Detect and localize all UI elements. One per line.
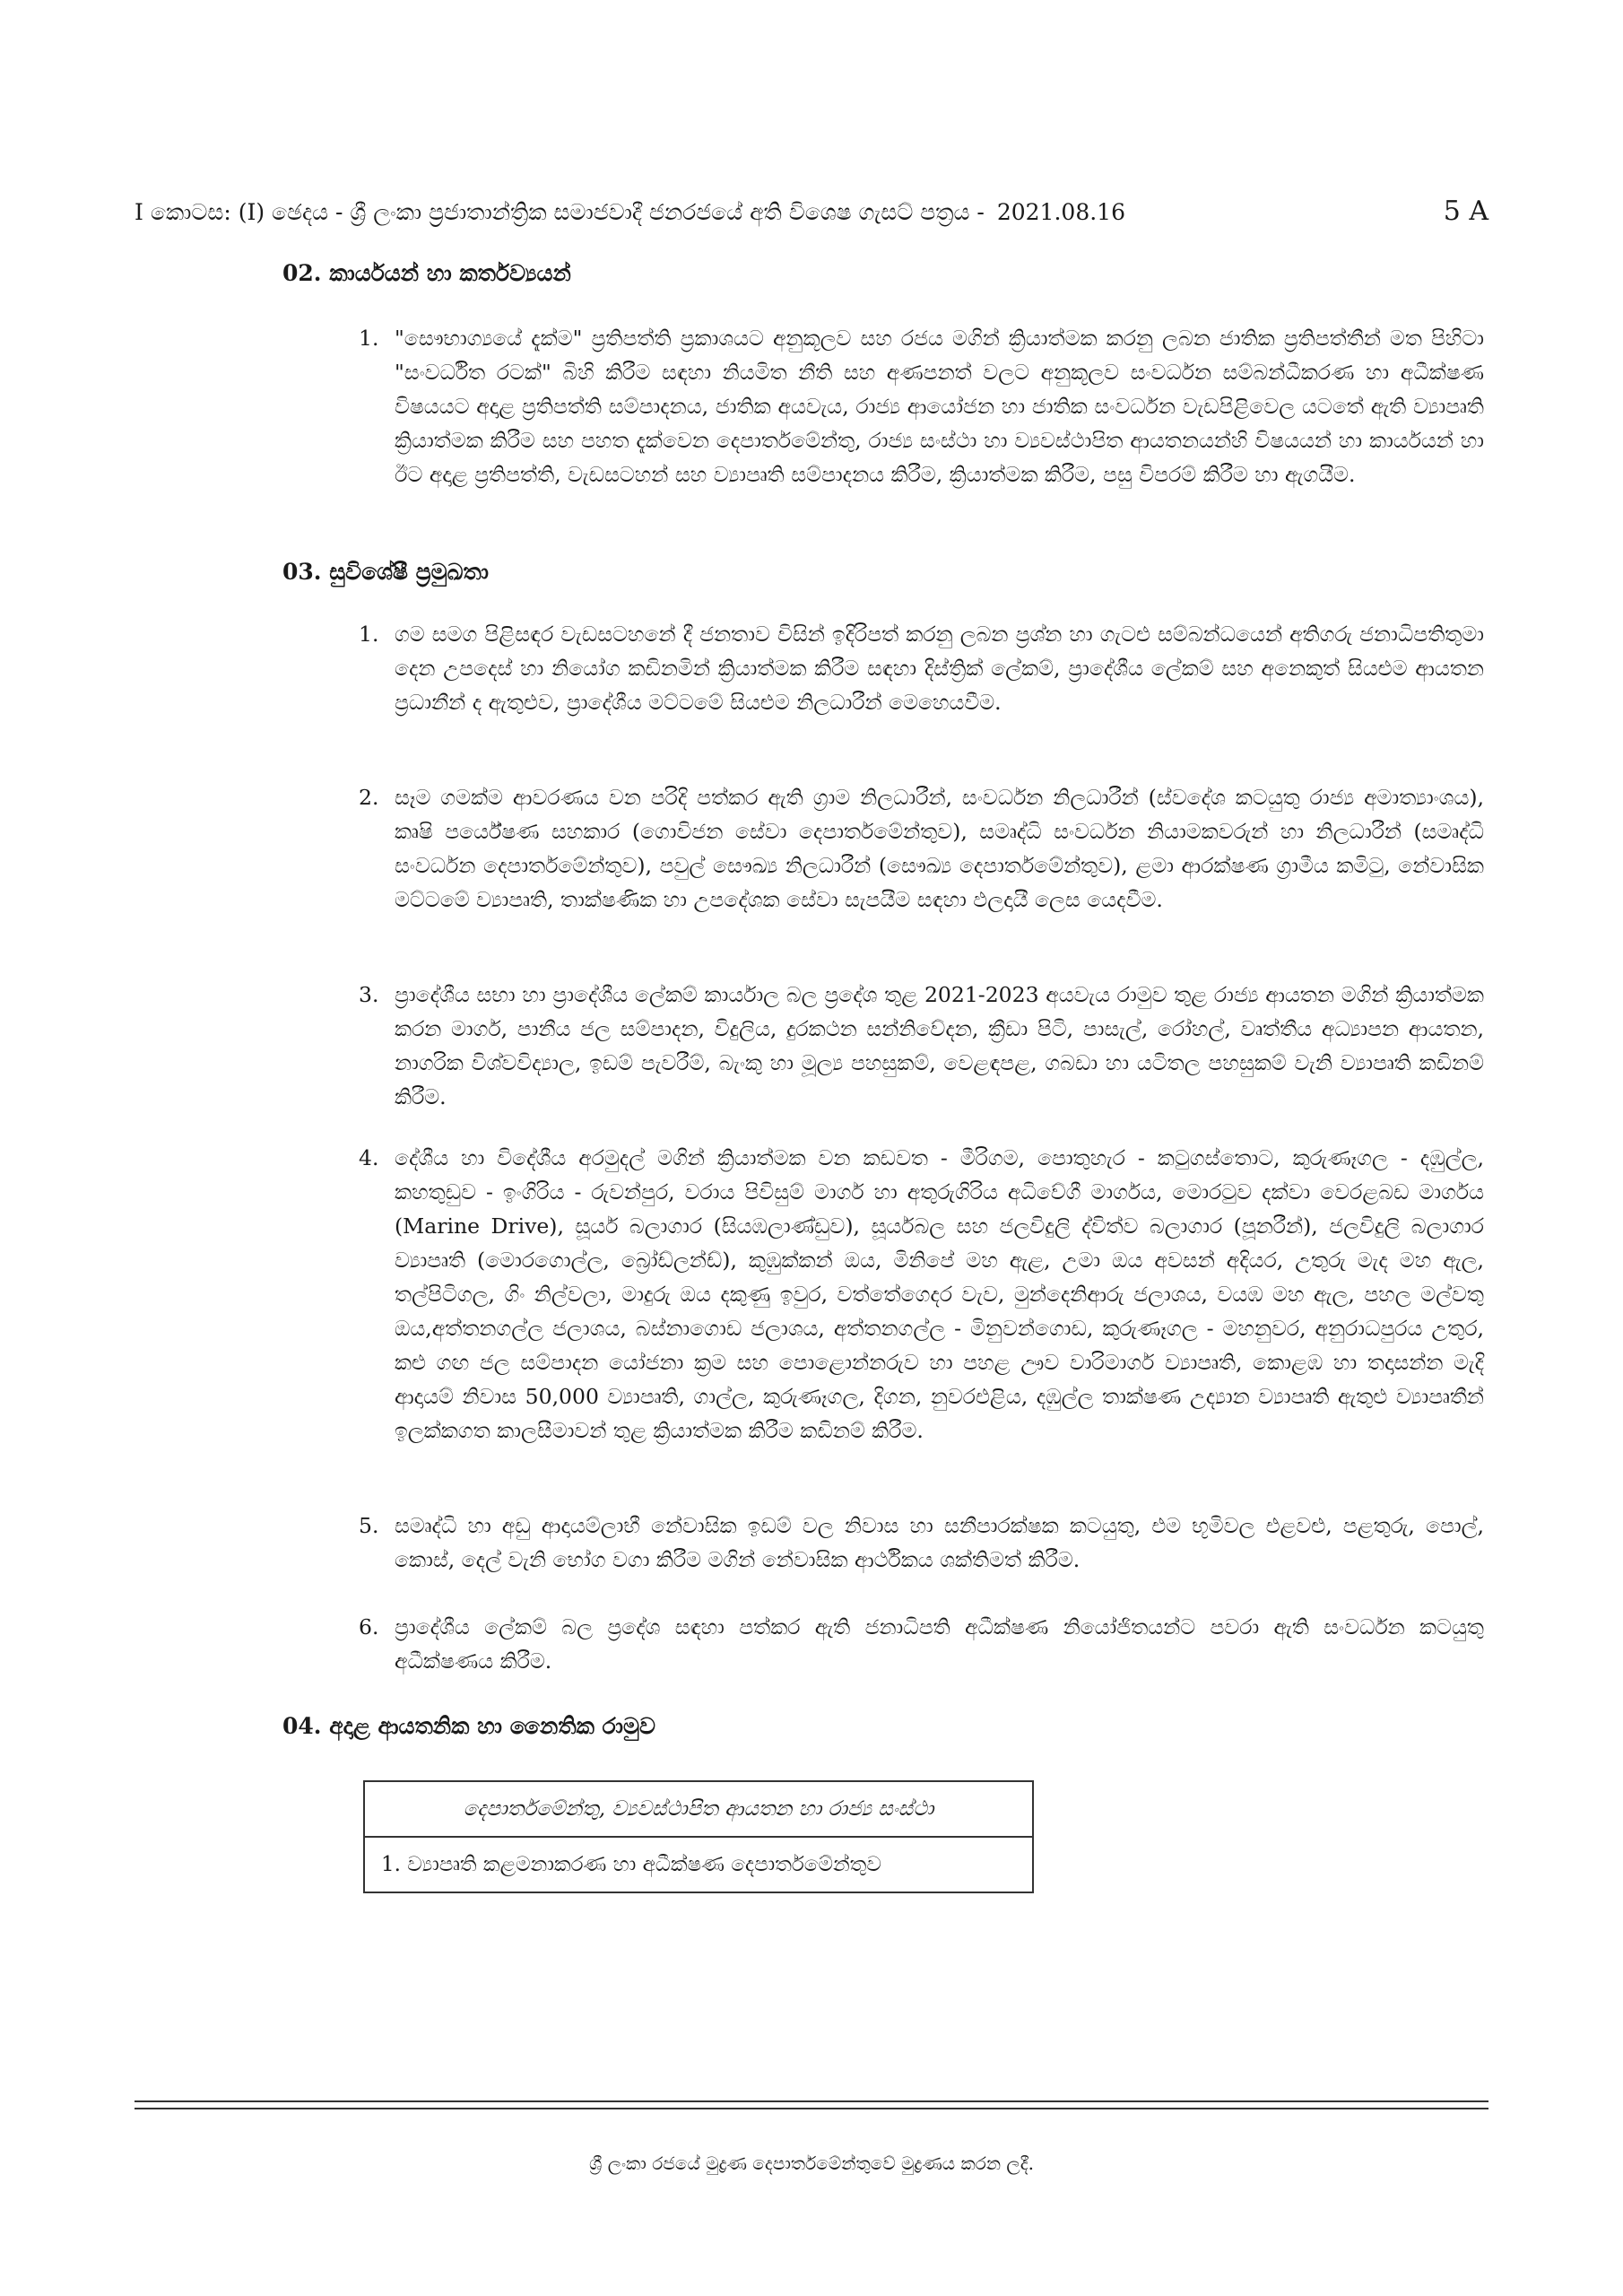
list-item bbox=[359, 1610, 1484, 1678]
footer-rule-bottom bbox=[135, 2108, 1488, 2109]
list-item bbox=[359, 1141, 1484, 1448]
section-heading-02: 02. කාර්යයන් හා කර්තව්‍යයන් bbox=[282, 260, 571, 286]
item-number: 2. bbox=[359, 785, 379, 810]
institutions-table bbox=[363, 1780, 1034, 1893]
gazette-title: I කොටස: (I) ඡෙදය - ශ්‍රී ලංකා ප්‍රජාතාන්ත්‍රික සමාජවාදී ජනරජයේ අති විශෙෂ ගැසට් පත්‍රය - bbox=[135, 199, 985, 225]
list-item bbox=[359, 617, 1484, 719]
item-number: 3. bbox=[359, 982, 379, 1007]
item-text: සෑම ගමක්ම ආවරණය වන පරිදි පත්කර ඇති ග්‍රාම නිලධාරීන්, සංවර්ධන නිලධාරීන් (ස්වදේශ කටයුතු රාජ්‍ය අමාත්‍යාංශය), කෘෂි පර්යේෂණ සහකාර (ගොවිජන සේවා දෙපාර්තමේන්තුව), සමෘද්ධි සංවර්ධන නියාමකවරුන් හා නිලධාරීන් (සමෘද්ධි සංවර්ධන දෙපාර්තමේන්තුව), පවුල් සෞඛ්‍ය නිලධාරීන් (සෞඛ්‍ය දෙපාර්තමේන්තුව), ළමා ආරක්ෂණ ග්‍රාමීය කමිටු, නේවාසික මට්ටමේ ව්‍යාපෘති, තාක්ෂණික හා උපදේශක සේවා සැපයීම සඳහා ඵලදායී ලෙස යෙදවීම. bbox=[395, 785, 1484, 912]
item-number: 6. bbox=[359, 1614, 379, 1639]
list-item bbox=[359, 780, 1484, 917]
item-number: 1. bbox=[359, 622, 379, 647]
printer-footer: ශ්‍රී ලංකා රජයේ මුද්‍රණ දෙපාර්තමේන්තුවේ මුද්‍රණය කරන ලදී. bbox=[589, 2152, 1034, 2174]
item-text: සමෘද්ධි හා අඩු ආදායම්ලාභී නේවාසික ඉඩම් වල නිවාස හා සනීපාරක්ෂක කටයුතු, එම භූමිවල එළවළු, පළතුරු, පොල්, කොස්, දෙල් වැනි භෝග වගා කිරීම මගින් නේවාසික ආර්ථිකය ශක්තිමත් කිරීම. bbox=[395, 1513, 1484, 1572]
item-text: ප්‍රාදේශීය සභා හා ප්‍රාදේශීය ලේකම් කාර්යාල බල ප්‍රදේශ තුළ 2021-2023 අයවැය රාමුව තුළ රාජ්‍ය ආයතන මගින් ක්‍රියාත්මක කරන මාර්ග, පානීය ජල සම්පාදන, විදුලිය, දුරකථන සන්නිවේදන, ක්‍රීඩා පිටි, පාසැල්, රෝහල්, වෘත්තීය අධ්‍යාපන ආයතන, නාගරික විශ්වවිද්‍යාල, ඉඩම් පැවරීම්, බැංකු හා මූල්‍ය පහසුකම්, වෙළඳපළ, ගබඩා හා යටිතල පහසුකම් වැනි ව්‍යාපෘති කඩිනම් කිරීම. bbox=[395, 982, 1484, 1109]
gazette-date: 2021.08.16 bbox=[996, 199, 1125, 225]
section-heading-03: 03. සුවිශේෂී ප්‍රමුඛතා bbox=[282, 559, 489, 585]
item-number: 1. bbox=[359, 326, 379, 351]
list-item bbox=[359, 321, 1484, 491]
page-number: 5 A bbox=[1443, 196, 1488, 227]
page-header bbox=[135, 196, 1488, 227]
item-text: ගම සමග පිළිසඳර වැඩසටහනේ දී ජනතාව විසින් ඉදිරිපත් කරනු ලබන ප්‍රශ්න හා ගැටළු සම්බන්ධයෙන් අතිගරු ජනාධිපතිතුමා දෙන උපදෙස් හා නියෝග කඩිනමින් ක්‍රියාත්මක කිරීම සඳහා දිස්ත්‍රික් ලේකම්, ප්‍රාදේශීය ලේකම් සහ අනෙකුත් සියළුම ආයතන ප්‍රධානීන් ද ඇතුළුව, ප්‍රාදේශීය මට්ටමේ සියළුම නිලධාරීන් මෙහෙයවීම. bbox=[395, 622, 1484, 715]
footer-rule-top bbox=[135, 2100, 1488, 2102]
table-row: 1. ව්‍යාපෘති කළමනාකරණ හා අධීක්ෂණ දෙපාර්තමේන්තුව bbox=[381, 1853, 881, 1876]
list-item bbox=[359, 978, 1484, 1114]
item-text: දේශීය හා විදේශීය අරමුදල් මගින් ක්‍රියාත්මක වන කඩවත - මීරිගම, පොතුහැර - කටුගස්තොට, කුරුණෑගල - දඹුල්ල, කහතුඩුව - ඉංගිරිය - රුවන්පුර, වරාය පිවිසුම් මාර්ග හා අතුරුගිරිය අධිවේගී මාර්ගය, මොරටුව දක්වා වෙරළබඩ මාර්ගය (Marine Drive), සූර්ය බලාගාර (සියඹලාණ්ඩුව), සූර්යබල සහ ජලවිදුලි ද්විත්ව බලාගාර (පූනරීන්), ජලවිදුලි බලාගාර ව්‍යාපෘති (මොරගොල්ල, බ්‍රෝඩ්ලන්ඩ්), කුඹුක්කන් ඔය, මිනිපේ මහ ඇළ, උමා ඔය අවසන් අදියර, උතුරු මැද මහ ඇල, තල්පිටිගල, ගිං නිල්වලා, මාදුරු ඔය දකුණු ඉවුර, වත්තේගෙදර වැව, මුන්දෙනිආරු ජලාශය, වයඹ මහ ඇල, පහල මල්වතු ඔය,අත්තනගල්ල ජලාශය, බස්නාගොඩ ජලාශය, අත්තනගල්ල - මිනුවන්ගොඩ, කුරුණෑගල - මහනුවර, අනුරාධපුරය උතුර, කළු ගඟ ජල සම්පාදන යෝජනා ක්‍රම සහ පොළොන්නරුව හා පහළ ඌව වාරිමාර්ග ව්‍යාපෘති, කොළඹ හා තදාසන්න මැදි ආදායම් නිවාස 50,000 ව්‍යාපෘති, ගාල්ල, කුරුණෑගල, දිගන, නුවරඑළිය, දඹුල්ල තාක්ෂණ උද්‍යාන ව්‍යාපෘති ඇතුළු ව්‍යාපෘතීන් ඉලක්කගත කාලසීමාවන් තුළ ක්‍රියාත්මක කිරීම කඩිනම් කිරීම. bbox=[395, 1145, 1485, 1443]
list-item bbox=[359, 1509, 1484, 1577]
item-text: ප්‍රාදේශීය ලේකම් බල ප්‍රදේශ සඳහා පත්කර ඇති ජනාධිපති අධීක්ෂණ නියෝජිතයන්ට පවරා ඇති සංවර්ධන කටයුතු අධීක්ෂණය කිරීම. bbox=[395, 1614, 1484, 1674]
section-heading-04: 04. අදාළ ආයතනික හා නෛතික රාමුව bbox=[282, 1713, 655, 1739]
item-text: "සෞභාග්‍යයේ දැක්ම" ප්‍රතිපත්ති ප්‍රකාශයට අනුකූලව සහ රජය මගින් ක්‍රියාත්මක කරනු ලබන ජාතික ප්‍රතිපත්තීන් මත පිහිටා "සංවර්ධිත රටක්" බිහි කිරීම සඳහා නියමිත නීති සහ අණපනත් වලට අනුකූලව සංවර්ධන සම්බන්ධීකරණ හා අධීක්ෂණ විෂයයට අදාළ ප්‍රතිපත්ති සම්පාදනය, ජාතික අයවැය, රාජ්‍ය ආයෝජන හා ජාතික සංවර්ධන වැඩපිළිවෙල යටතේ ඇති ව්‍යාපෘති ක්‍රියාත්මක කිරීම සහ පහත දැක්වෙන දෙපාර්තමේන්තු, රාජ්‍ය සංස්ථා හා ව්‍යවස්ථාපිත ආයතනයන්හි විෂයයන් හා කාර්යයන් හා ඊට අදාළ ප්‍රතිපත්ති, වැඩසටහන් සහ ව්‍යාපෘති සම්පාදනය කිරීම, ක්‍රියාත්මක කිරීම, පසු විපරම් කිරීම හා ඇගයීම. bbox=[395, 326, 1484, 487]
item-number: 5. bbox=[359, 1513, 379, 1538]
table-header: දෙපාර්තමේන්තු, ව්‍යවස්ථාපිත ආයතන හා රාජ්‍ය සංස්ථා bbox=[365, 1782, 1032, 1838]
item-number: 4. bbox=[359, 1145, 379, 1170]
